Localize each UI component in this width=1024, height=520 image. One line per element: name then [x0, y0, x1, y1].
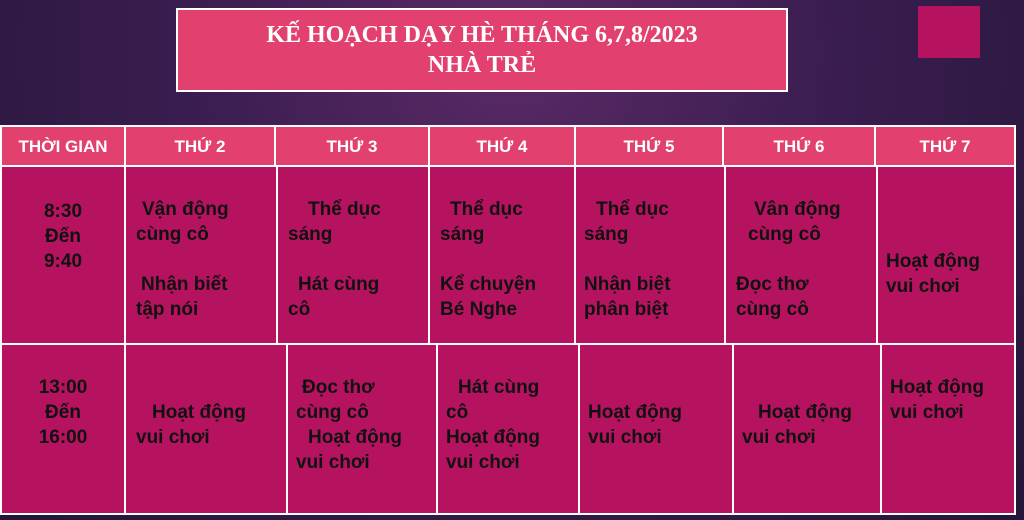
cell-text — [584, 247, 724, 272]
cell-text: cô — [288, 299, 311, 320]
cell-text: cùng cô — [736, 299, 809, 320]
morning-time-start: 8:30 — [43, 201, 83, 222]
cell-text: phân biệt — [584, 299, 669, 320]
cell-text: Đọc thơ — [736, 274, 809, 295]
afternoon-time-start: 13:00 — [38, 377, 88, 398]
cell-text: Hoạt động — [152, 402, 246, 423]
cell-text: tập nói — [136, 299, 199, 320]
afternoon-time-cell — [0, 345, 126, 515]
morning-tuesday-cell — [278, 167, 430, 345]
cell-text: Hát cùng — [298, 274, 380, 295]
cell-text — [440, 247, 574, 272]
cell-text: Hát cùng — [458, 377, 540, 398]
cell-text: Vận động — [142, 199, 229, 220]
cell-text: cùng cô — [136, 224, 209, 245]
afternoon-saturday-cell — [882, 345, 1016, 515]
morning-time-cell — [0, 167, 126, 345]
afternoon-time-to: Đến — [45, 402, 81, 423]
cell-text: sáng — [440, 224, 485, 245]
cell-text: Nhận biết — [141, 274, 228, 295]
cell-text: cô — [446, 402, 469, 423]
cell-text: Hoạt động — [890, 377, 984, 398]
cell-text: vui chơi — [136, 427, 210, 448]
header-time: THỜI GIAN — [0, 125, 126, 167]
morning-monday-cell — [126, 167, 278, 345]
title-line-1: KẾ HOẠCH DẠY HÈ THÁNG 6,7,8/2023 — [266, 22, 698, 48]
cell-text: vui chơi — [742, 427, 816, 448]
cell-text — [136, 247, 276, 272]
cell-text: sáng — [584, 224, 629, 245]
cell-text: vui chơi — [890, 402, 964, 423]
cell-text: Nhận biệt — [584, 274, 671, 295]
cell-text: Hoạt động — [758, 402, 852, 423]
cell-text: vui chơi — [296, 452, 370, 473]
morning-time-to: Đến — [45, 226, 81, 247]
header-wednesday: THỨ 4 — [430, 125, 576, 167]
morning-wednesday-cell — [430, 167, 576, 345]
cell-text — [288, 247, 428, 272]
header-saturday: THỨ 7 — [876, 125, 1016, 167]
afternoon-time-end: 16:00 — [38, 427, 88, 448]
morning-saturday-cell — [878, 167, 1016, 345]
cell-text: vui chơi — [446, 452, 520, 473]
afternoon-wednesday-cell — [438, 345, 580, 515]
afternoon-friday-cell — [734, 345, 882, 515]
cell-text: Hoạt động — [588, 402, 682, 423]
cell-text: cùng cô — [748, 224, 821, 245]
afternoon-monday-cell — [126, 345, 288, 515]
afternoon-thursday-cell — [580, 345, 734, 515]
cell-text: cùng cô — [296, 402, 369, 423]
header-monday: THỨ 2 — [126, 125, 276, 167]
morning-friday-cell — [726, 167, 878, 345]
cell-text — [736, 247, 876, 272]
cell-text: Vân động — [754, 199, 841, 220]
header-tuesday: THỨ 3 — [276, 125, 430, 167]
afternoon-tuesday-cell — [288, 345, 438, 515]
decorative-square — [918, 6, 980, 58]
cell-text: vui chơi — [886, 276, 960, 297]
page-title — [176, 8, 788, 92]
cell-text: Bé Nghe — [440, 299, 518, 320]
morning-time-end: 9:40 — [43, 251, 83, 272]
header-thursday: THỨ 5 — [576, 125, 724, 167]
header-friday: THỨ 6 — [724, 125, 876, 167]
cell-text: sáng — [288, 224, 333, 245]
cell-text: Hoạt động — [446, 427, 540, 448]
cell-text: vui chơi — [588, 427, 662, 448]
cell-text: Thể dục — [308, 199, 381, 220]
title-line-2: NHÀ TRẺ — [427, 52, 537, 78]
morning-thursday-cell — [576, 167, 726, 345]
cell-text: Đọc thơ — [302, 377, 375, 398]
cell-text: Hoạt động — [886, 251, 980, 272]
cell-text: Thể dục — [450, 199, 523, 220]
cell-text: Thể dục — [596, 199, 669, 220]
cell-text: Hoạt động — [308, 427, 402, 448]
cell-text: Kể chuyện — [440, 274, 537, 295]
